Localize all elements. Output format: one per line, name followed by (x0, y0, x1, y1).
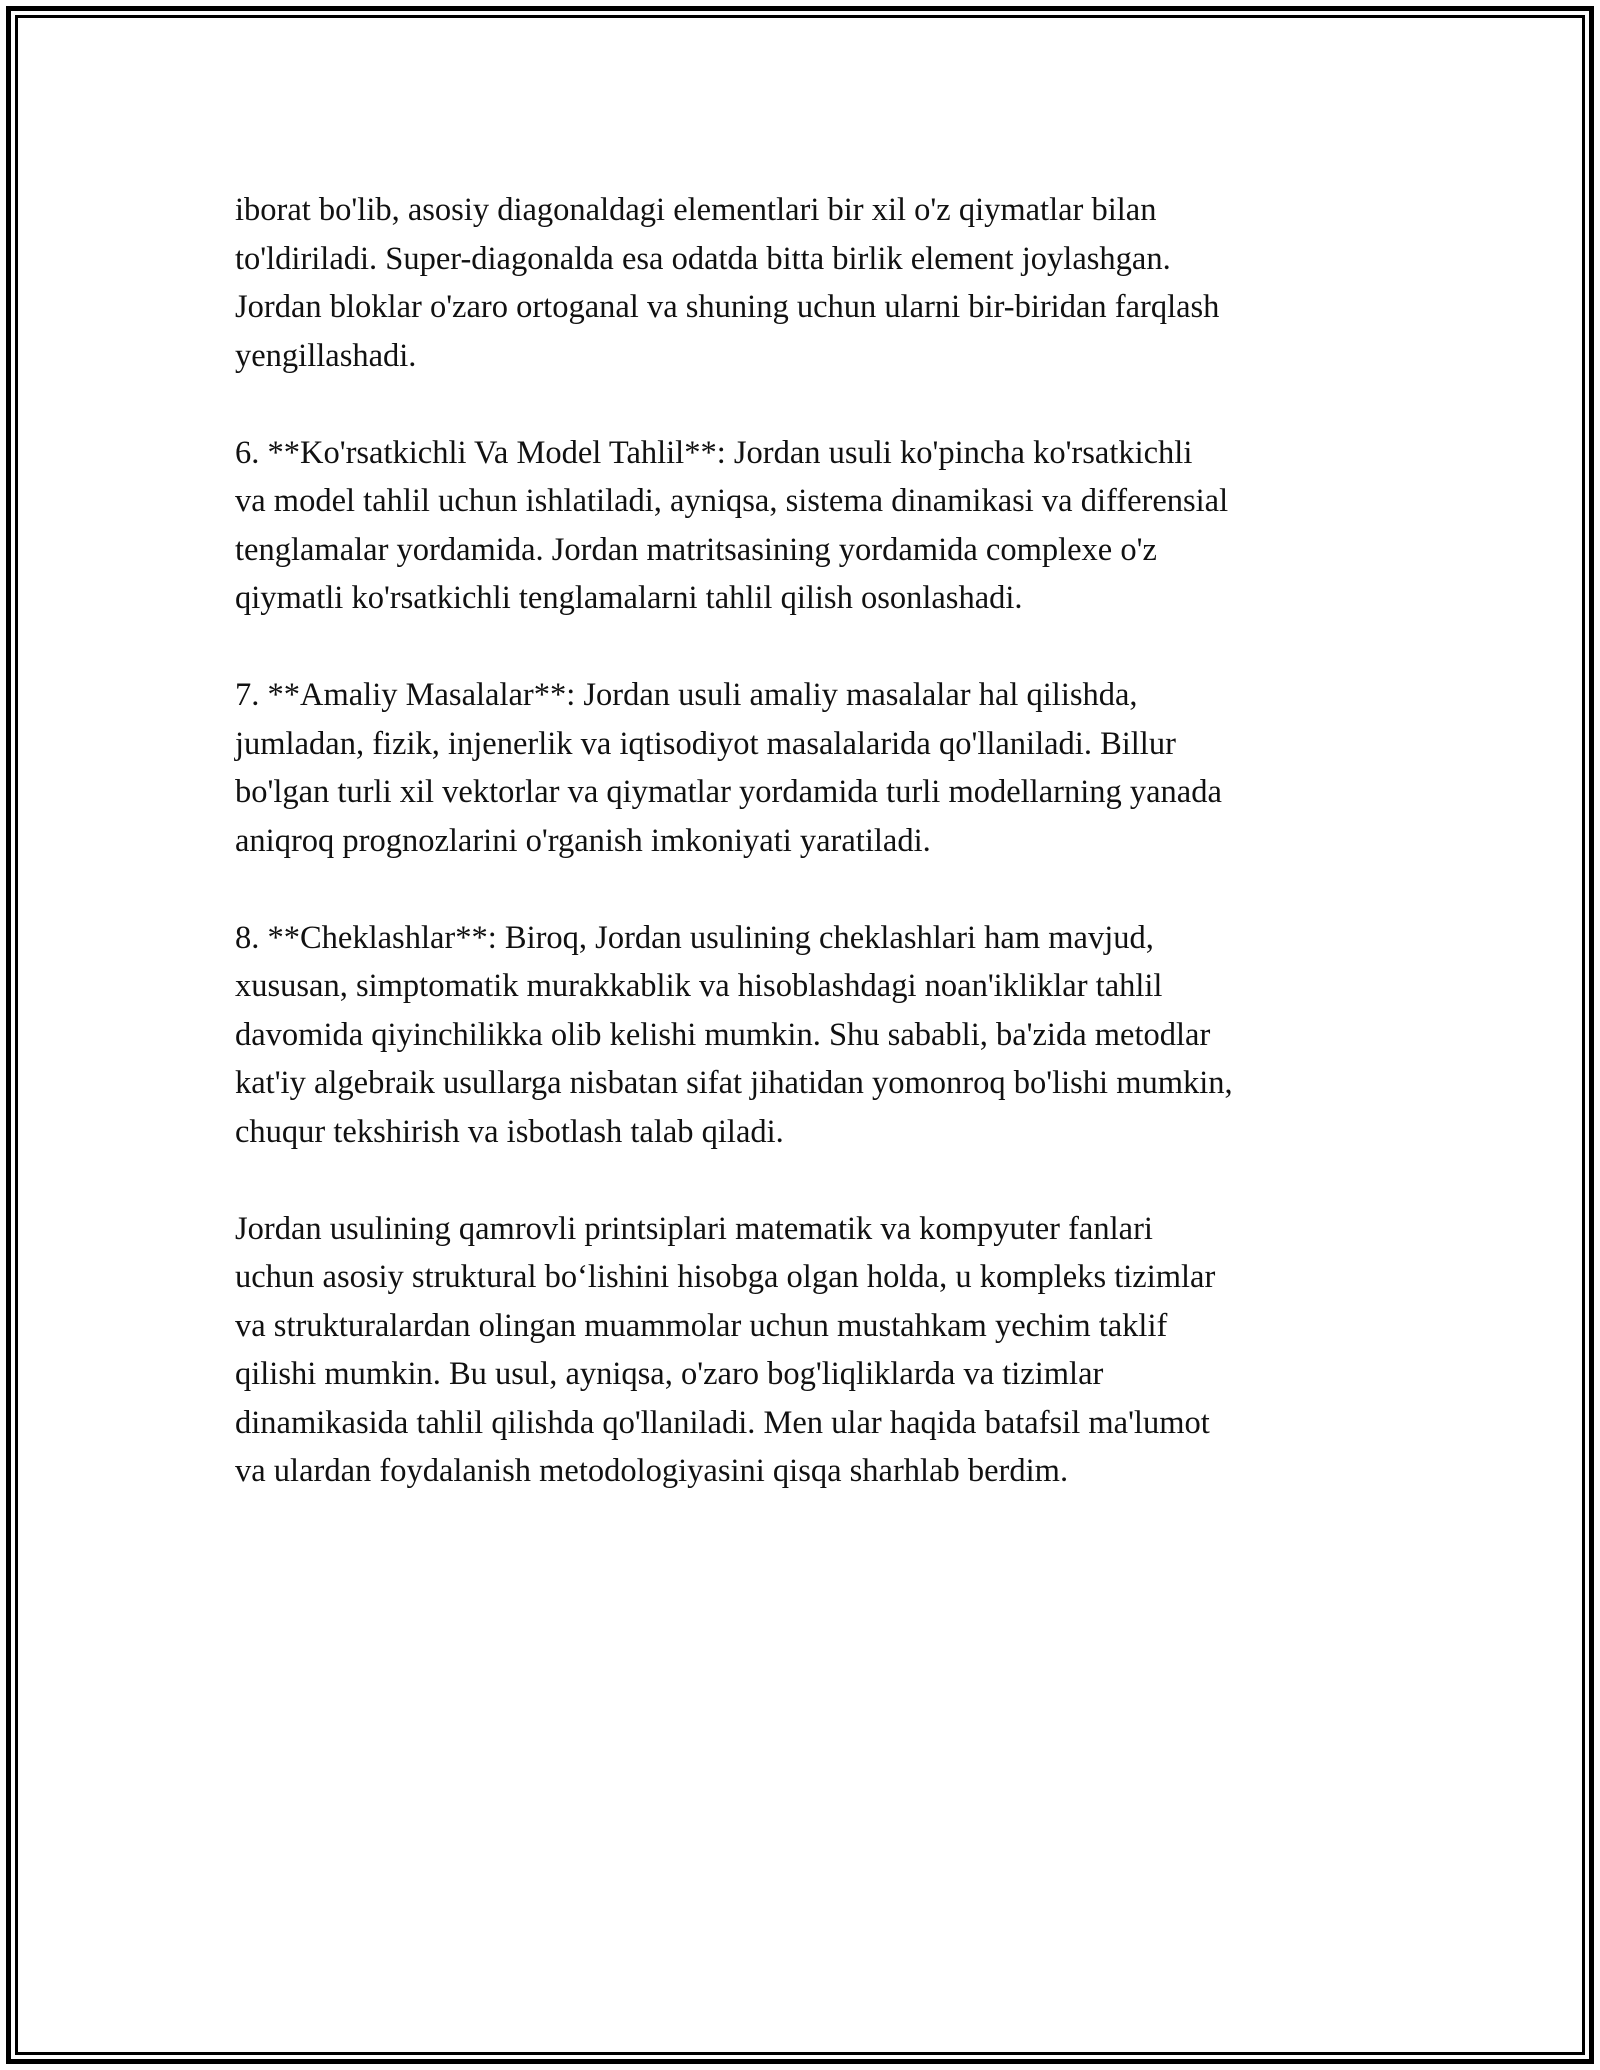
text-line: dinamikasida tahlil qilishda qo'llaniladi. Men ular haqida batafsil ma'lumot (235, 1404, 1210, 1441)
text-line: kat'iy algebraik usullarga nisbatan sifat jihatidan yomonroq bo'lishi mumkin, (235, 1065, 1233, 1101)
text-line: Jordan bloklar o'zaro ortoganal va shuning uchun ularni bir-biridan farqlash (235, 289, 1220, 325)
text-line: va ulardan foydalanish metodologiyasini qisqa sharhlab berdim. (235, 1453, 1069, 1489)
text-line: bo'lgan turli xil vektorlar va qiymatlar yordamida turli modellarning yanada (235, 774, 1222, 810)
text-line: yengillashadi. (235, 337, 417, 374)
text-line: qiymatli ko'rsatkichli tenglamalarni tahlil qilish osonlashadi. (235, 580, 1023, 616)
text-line: to'ldiriladi. Super-diagonalda esa odatda bitta birlik element joylashgan. (235, 240, 1171, 277)
paragraph-item-7 (235, 671, 1375, 865)
text-line: 6. **Ko'rsatkichli Va Model Tahlil**: Jordan usuli ko'pincha ko'rsatkichli (235, 434, 1193, 471)
text-line: 7. **Amaliy Masalalar**: Jordan usuli amaliy masalalar hal qilishda, (235, 677, 1138, 713)
text-line: va strukturalardan olingan muammolar uchun mustahkam yechim taklif (235, 1307, 1168, 1344)
text-line: 8. **Cheklashlar**: Biroq, Jordan usulining cheklashlari ham mavjud, (235, 919, 1154, 956)
text-line: tenglamalar yordamida. Jordan matritsasining yordamida complexe o'z (235, 531, 1157, 568)
paragraph-item-6 (235, 429, 1375, 623)
text-line: Jordan usulining qamrovli printsiplari matematik va kompyuter fanlari (235, 1210, 1153, 1247)
text-line: chuqur tekshirish va isbotlash talab qiladi. (235, 1113, 784, 1150)
text-line: jumladan, fizik, injenerlik va iqtisodiyot masalalarida qo'llaniladi. Billur (235, 725, 1176, 762)
text-line: iborat bo'lib, asosiy diagonaldagi elementlari bir xil o'z qiymatlar bilan (235, 192, 1157, 228)
paragraph-conclusion (235, 1205, 1375, 1496)
paragraph-jordan-blocks (235, 186, 1375, 380)
document-body (235, 186, 1375, 1544)
text-line: xususan, simptomatik murakkablik va hisoblashdagi noan'ikliklar tahlil (235, 968, 1163, 1004)
paragraph-item-8 (235, 914, 1375, 1157)
text-line: uchun asosiy struktural bo‘lishini hisobga olgan holda, u kompleks tizimlar (235, 1259, 1216, 1295)
text-line: aniqroq prognozlarini o'rganish imkoniyati yaratiladi. (235, 822, 931, 859)
text-line: davomida qiyinchilikka olib kelishi mumkin. Shu sababli, ba'zida metodlar (235, 1016, 1211, 1053)
text-line: va model tahlil uchun ishlatiladi, ayniqsa, sistema dinamikasi va differensial (235, 483, 1229, 519)
text-line: qilishi mumkin. Bu usul, ayniqsa, o'zaro bog'liqliklarda va tizimlar (235, 1356, 1104, 1392)
